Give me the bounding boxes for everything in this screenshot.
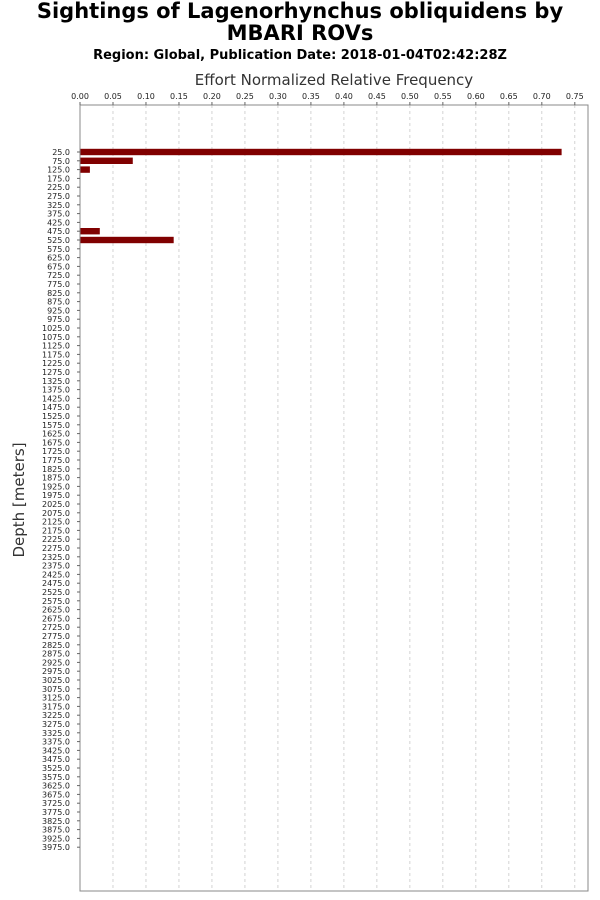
y-tick-label: 975.0: [47, 315, 70, 325]
y-tick-label: 575.0: [47, 244, 70, 254]
x-tick-label: 0.70: [532, 92, 551, 101]
y-tick-label: 1225.0: [42, 359, 70, 369]
y-tick-label: 2175.0: [42, 526, 70, 536]
y-tick-label: 1125.0: [42, 341, 70, 351]
y-tick-label: 1575.0: [42, 420, 70, 430]
bar: [80, 228, 100, 234]
y-tick-label: 2825.0: [42, 640, 70, 650]
y-tick-label: 675.0: [47, 262, 70, 272]
y-tick-label: 1525.0: [42, 412, 70, 421]
y-tick-label: 2575.0: [42, 596, 70, 606]
x-tick-label: 0.20: [203, 92, 221, 101]
y-tick-label: 3075.0: [42, 684, 70, 694]
y-tick-label: 2975.0: [42, 667, 70, 677]
y-tick-label: 2925.0: [42, 658, 70, 668]
y-tick-label: 1625.0: [42, 429, 70, 439]
y-tick-label: 275.0: [47, 192, 70, 201]
y-tick-label: 3275.0: [42, 720, 70, 729]
bars: [80, 149, 562, 243]
x-tick-label: 0.15: [170, 92, 188, 101]
y-tick-label: 325.0: [47, 200, 70, 210]
y-tick-label: 875.0: [47, 297, 70, 307]
y-tick-label: 525.0: [47, 236, 70, 245]
y-tick-label: 3725.0: [42, 799, 70, 809]
x-tick-label: 0.30: [269, 92, 287, 101]
bar: [80, 166, 90, 172]
y-tick-label: 125.0: [47, 165, 70, 175]
x-tick-label: 0.75: [565, 92, 584, 101]
y-tick-label: 3175.0: [42, 702, 70, 712]
y-tick-label: 2425.0: [42, 570, 70, 580]
y-tick-label: 1825.0: [42, 464, 70, 474]
y-tick-label: 2525.0: [42, 588, 70, 597]
x-tick-label: 0.55: [433, 92, 452, 101]
y-tick-label: 725.0: [47, 271, 70, 281]
y-tick-label: 1075.0: [42, 332, 70, 342]
x-tick-label: 0.45: [367, 92, 386, 101]
y-tick-label: 3625.0: [42, 781, 70, 791]
y-tick-label: 2625.0: [42, 605, 70, 615]
y-tick-label: 1475.0: [42, 403, 70, 413]
x-tick-label: 0.05: [104, 92, 122, 101]
y-tick-label: 3975.0: [42, 843, 70, 853]
chart-title: Sightings of Lagenorhynchus obliquidens by MBARI ROVs: [36, 0, 564, 45]
bar: [80, 149, 562, 155]
x-tick-label: 0.10: [137, 92, 155, 101]
y-tick-label: 2725.0: [42, 623, 70, 633]
y-tick-label: 1875.0: [42, 473, 70, 483]
y-tick-label: 1025.0: [42, 324, 70, 333]
y-tick-label: 175.0: [47, 174, 70, 184]
y-tick-label: 2675.0: [42, 614, 70, 624]
y-tick-label: 3575.0: [42, 772, 70, 782]
x-tick-label: 0.65: [499, 92, 518, 101]
y-tick-label: 3875.0: [42, 825, 70, 835]
y-axis-ticks: [42, 148, 80, 852]
y-tick-label: 1725.0: [42, 447, 70, 457]
y-tick-label: 3525.0: [42, 764, 70, 773]
y-tick-label: 1975.0: [42, 491, 70, 501]
y-tick-label: 375.0: [47, 209, 70, 219]
y-tick-label: 3225.0: [42, 711, 70, 721]
y-tick-label: 3675.0: [42, 790, 70, 800]
x-tick-label: 0.60: [466, 92, 485, 101]
y-tick-label: 1325.0: [42, 376, 70, 386]
y-tick-label: 825.0: [47, 288, 70, 298]
y-tick-label: 1925.0: [42, 482, 70, 492]
y-tick-label: 225.0: [47, 183, 70, 193]
y-tick-label: 475.0: [47, 227, 70, 237]
chart-subtitle: Region: Global, Publication Date: 2018-01-04T02:42:28Z: [93, 48, 507, 63]
grid-lines: [80, 105, 575, 891]
y-tick-label: 425.0: [47, 218, 70, 228]
y-tick-label: 1775.0: [42, 456, 70, 465]
y-tick-label: 2475.0: [42, 579, 70, 589]
y-tick-label: 3025.0: [42, 676, 70, 685]
y-tick-label: 3475.0: [42, 755, 70, 765]
y-tick-label: 1275.0: [42, 368, 70, 377]
y-tick-label: 3775.0: [42, 808, 70, 817]
y-tick-label: 2775.0: [42, 632, 70, 641]
x-tick-label: 0.50: [400, 92, 419, 101]
y-tick-label: 3825.0: [42, 816, 70, 826]
y-tick-label: 775.0: [47, 280, 70, 289]
y-tick-label: 2275.0: [42, 544, 70, 553]
y-tick-label: 1175.0: [42, 350, 70, 360]
x-tick-label: 0.25: [236, 92, 254, 101]
y-tick-label: 2125.0: [42, 517, 70, 527]
y-tick-label: 3425.0: [42, 746, 70, 756]
bar: [80, 158, 133, 164]
y-tick-label: 2225.0: [42, 535, 70, 545]
x-axis-ticks: [71, 92, 584, 105]
y-tick-label: 3375.0: [42, 737, 70, 747]
y-tick-label: 3325.0: [42, 728, 70, 738]
y-tick-label: 2875.0: [42, 649, 70, 659]
x-tick-label: 0.40: [334, 92, 353, 101]
y-tick-label: 1675.0: [42, 438, 70, 448]
y-axis-title: Depth [meters]: [10, 442, 28, 558]
plot-frame: [80, 105, 588, 891]
y-tick-label: 925.0: [47, 306, 70, 316]
y-tick-label: 1375.0: [42, 385, 70, 395]
y-tick-label: 1425.0: [42, 394, 70, 404]
x-tick-label: 0.35: [302, 92, 320, 101]
y-tick-label: 75.0: [52, 156, 70, 166]
y-tick-label: 2075.0: [42, 508, 70, 518]
y-tick-label: 2025.0: [42, 500, 70, 509]
y-tick-label: 3925.0: [42, 834, 70, 844]
x-tick-label: 0.00: [71, 92, 89, 101]
bar: [80, 237, 174, 243]
y-tick-label: 25.0: [52, 148, 70, 157]
y-tick-label: 625.0: [47, 253, 70, 263]
y-tick-label: 3125.0: [42, 693, 70, 703]
y-tick-label: 2375.0: [42, 561, 70, 571]
y-tick-label: 2325.0: [42, 552, 70, 562]
x-axis-title: Effort Normalized Relative Frequency: [194, 71, 474, 89]
